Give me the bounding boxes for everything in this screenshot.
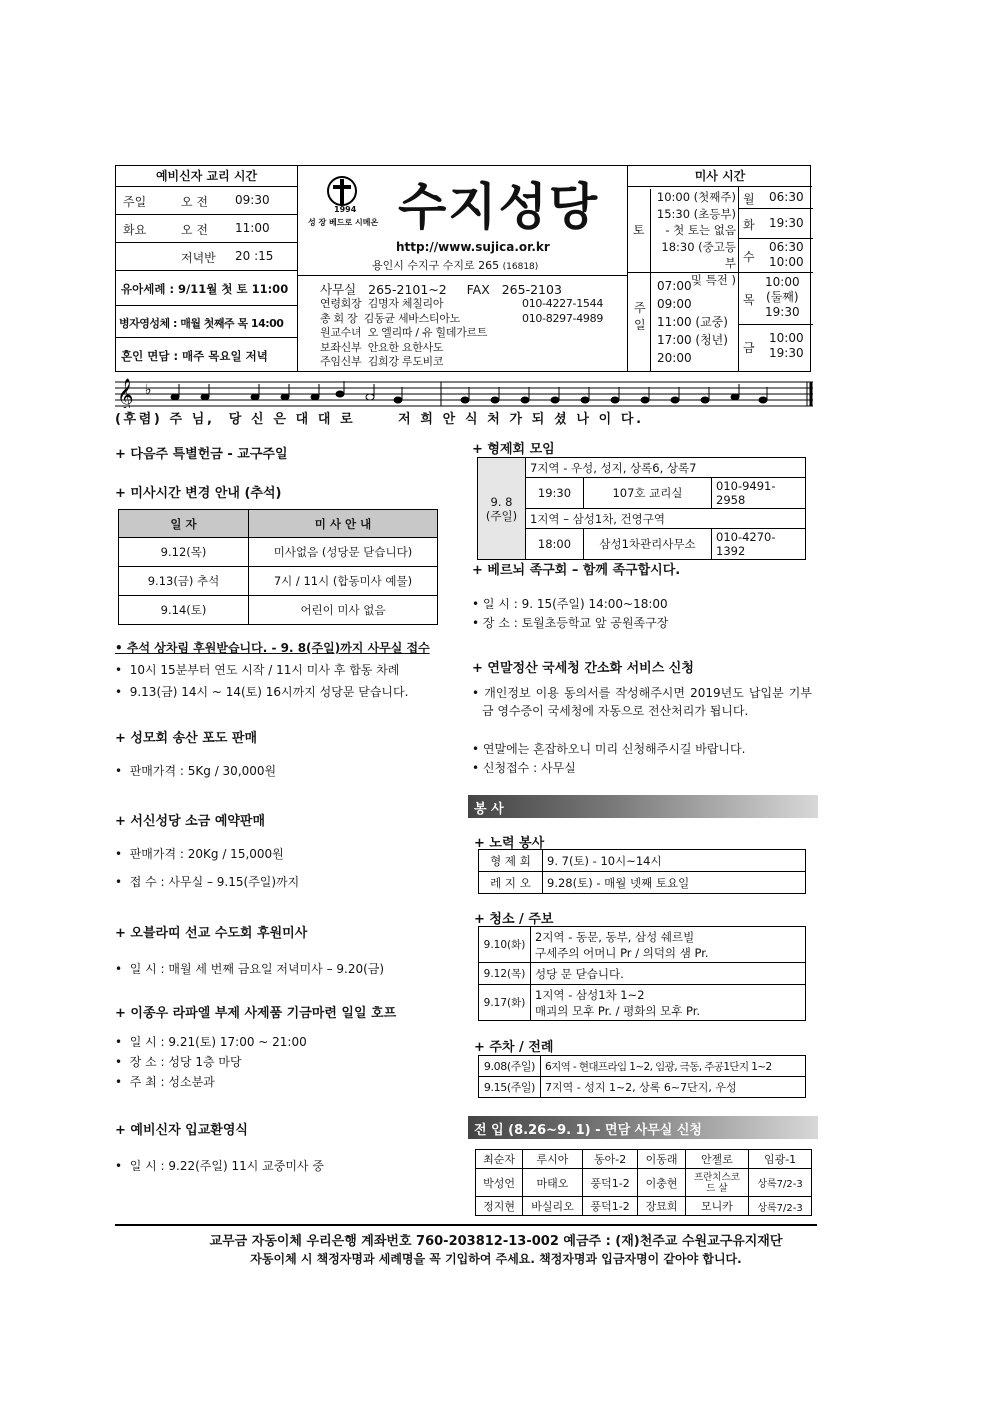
move-table — [475, 1149, 812, 1216]
table-row: 레 지 오 9.28(토) - 매월 넷째 토요일 — [479, 872, 806, 894]
divider — [628, 272, 738, 273]
table-row: 박성언 마태오 풍덕1-2 이충현 프란치스코 드 살 상록7/2-3 — [476, 1169, 812, 1197]
catechumen-panel — [115, 165, 298, 372]
marriage-consult: 혼인 면담 : 매주 목요일 저녁 — [121, 349, 268, 363]
table-row: 9.12(목) 성당 문 닫습니다. — [479, 963, 806, 985]
office-contact: 사무실 265-2101~2 FAX 265-2103 — [320, 282, 562, 297]
parking-table — [478, 1055, 806, 1098]
logo-year: 1994 — [334, 205, 357, 214]
table-row: 9.14(토) 어린이 미사 없음 — [119, 596, 438, 625]
svg-text:𝄞: 𝄞 — [117, 378, 134, 408]
move-bar: 전 입 (8.26~9. 1) - 면담 사무실 신청 — [468, 1116, 818, 1139]
sun-label: 주 일 — [634, 301, 646, 332]
list-item: • 일 시 : 매월 세 번째 금요일 저녁미사 – 9.20(금) — [115, 962, 385, 976]
divider — [115, 337, 298, 338]
welcome-title: + 예비신자 입교환영식 — [115, 1123, 248, 1138]
catechumen-title: 예비신자 교리 시간 — [115, 165, 298, 187]
divider — [298, 275, 627, 276]
table-row: 정지현 바실리오 풍덕1-2 장묘희 모니카 상록7/2-3 — [476, 1197, 812, 1216]
clean-table — [478, 926, 806, 1021]
parish-name: 수지성당 — [398, 178, 600, 236]
footer-account: 교무금 자동이체 우리은행 계좌번호 760-203812-13-002 예금주 : (재)천주교 수원교구유지재단 — [209, 1234, 783, 1249]
list-item: • 신청접수 : 사무실 — [472, 761, 576, 775]
tax-title: + 연말정산 국세청 간소화 서비스 신청 — [472, 661, 694, 676]
list-item: • 일 시 : 9. 15(주일) 14:00~18:00 — [472, 597, 668, 611]
list-item: • 장 소 : 토월초등학교 앞 공원족구장 — [472, 616, 669, 630]
footer-divider — [115, 1224, 817, 1226]
music-staff-icon — [115, 378, 813, 408]
mass-change-table: 일 자 미 사 안 내 9.12(목) 미사없음 (성당문 닫습니다) 9.13(금) 추석 7시 / 11시 (합동미사 예물) 9.14(토) 어린이 미사 없음 — [118, 509, 438, 625]
table-row: 최순자 루시아 동아-2 이동래 안젤로 임광-1 — [476, 1150, 812, 1169]
table-row: 9.15(주일) 7지역 - 성지 1~2, 상록 6~7단지, 우성 — [479, 1077, 806, 1098]
mass-panel — [627, 165, 811, 372]
sun-times: 07:00 09:00 11:00 (교중) 17:00 (청년) 20:00 — [650, 277, 738, 372]
brothers-title: + 형제회 모임 — [472, 442, 555, 457]
list-item: • 추석 상차림 후원받습니다. - 9. 8(주일)까지 사무실 접수 — [115, 641, 430, 655]
catechumen-row: 주일 오 전 09:30 — [115, 187, 298, 215]
list-item: • 10시 15분부터 연도 시작 / 11시 미사 후 합동 차례 — [115, 663, 400, 677]
divider — [115, 305, 298, 306]
parish-panel — [298, 165, 627, 372]
table-row: 18:00 삼성1차관리사무소 010-4270-1392 — [478, 529, 806, 560]
footer-note: 자동이체 시 책정자명과 세례명을 꼭 기입하여 주세요. 책정자명과 입금자명이 같아야 합니다. — [250, 1252, 742, 1266]
brothers-table — [477, 457, 806, 560]
parking-title: + 주차 / 전례 — [474, 1040, 554, 1055]
hymn-lyrics: (후렴) 주 님, 당 신 은 대 대 로 저 희 안 식 처 가 되 셨 나 이 다. — [115, 412, 644, 427]
table-row: 형 제 회 9. 7(토) - 10시~14시 — [479, 850, 806, 872]
weekday-grid: 월 06:30 화 19:30 수 06:30 10:00 목 10:00 (둘째) 19:30 금 10:00 19:30 — [738, 187, 812, 372]
parish-address: 용인시 수지구 수지로 265 (16818) — [372, 259, 539, 272]
list-item: • 일 시 : 9.21(토) 17:00 ~ 21:00 — [115, 1035, 307, 1049]
service-bar: 봉 사 — [468, 795, 818, 818]
table-row: 9.13(금) 추석 7시 / 11시 (합동미사 예물) — [119, 567, 438, 596]
table-row: 9. 8 (주일) 7지역 - 우성, 성지, 상록6, 상록7 — [478, 458, 806, 478]
list-item: • 주 최 : 성소분과 — [115, 1075, 215, 1089]
lee-title: + 이종우 라파엘 부제 사제품 기금마련 일일 호프 — [115, 1006, 397, 1021]
labor-title: + 노력 봉사 — [474, 836, 545, 851]
svg-text:♭: ♭ — [145, 382, 152, 398]
table-row: 19:30 107호 교리실 010-9491-2958 — [478, 478, 806, 509]
table-row: 9.10(화) 2지역 - 동문, 동부, 삼성 쉐르빌 구세주의 어머니 Pr / 의덕의 샘 Pr. — [479, 927, 806, 963]
list-item: • 장 소 : 성당 1층 마당 — [115, 1055, 242, 1069]
table-row: 1지역 – 삼성1차, 건영구역 — [478, 509, 806, 529]
salt-title: + 서신성당 소금 예약판매 — [115, 814, 266, 829]
catechumen-row: 저녁반 20 :15 — [115, 243, 298, 271]
table-row: 9.17(화) 1지역 - 삼성1차 1~2 매괴의 모후 Pr. / 평화의 모후 Pr. — [479, 985, 806, 1021]
staff-list: 연령회장 김명자 체칠리아 010-4227-1544 총 회 장 김동균 세바스티아노 010-8297-4989 원교수녀 오 엘리따 / 유 힐데가르트 보좌신부 안요한 요한사도 주임신부 김희강 루도비코 — [320, 297, 604, 368]
sat-label: 토 — [633, 223, 645, 237]
sick-communion: 병자영성체 : 매월 첫째주 목 14:00 — [119, 317, 284, 330]
list-item: • 개인정보 이용 동의서를 작성해주시면 2019년도 납입분 기부금 영수증이 국세청에 자동으로 전산처리가 됩니다. — [472, 686, 812, 718]
oblate-title: + 오블라띠 선교 수도회 후원미사 — [115, 926, 308, 941]
list-item: • 일 시 : 9.22(주일) 11시 교중미사 중 — [115, 1159, 324, 1173]
logo-caption: 성 장 베드로 시메온 — [308, 218, 379, 227]
mass-change-title: + 미사시간 변경 안내 (추석) — [115, 486, 282, 501]
list-item: • 판매가격 : 20Kg / 15,000원 — [115, 847, 284, 861]
clean-title: + 청소 / 주보 — [474, 912, 554, 927]
list-item: • 9.13(금) 14시 ~ 14(토) 16시까지 성당문 닫습니다. — [115, 685, 409, 699]
sat-times: 10:00 (첫째주) 15:30 (초등부) - 첫 토는 없음 18:30 (중고등부 및 특전 ) — [650, 189, 738, 288]
hymn-staff — [115, 378, 813, 408]
list-item: • 접 수 : 사무실 – 9.15(주일)까지 — [115, 875, 300, 889]
list-item: • 연말에는 혼잡하오니 미리 신청해주시길 바랍니다. — [472, 742, 746, 756]
labor-table — [478, 849, 806, 894]
table-row: 9.12(목) 미사없음 (성당문 닫습니다) — [119, 538, 438, 567]
infant-baptism: 유아세례 : 9/11월 첫 토 11:00 — [121, 282, 289, 296]
special-collection: + 다음주 특별헌금 - 교구주일 — [115, 447, 288, 462]
grape-title: + 성모회 송산 포도 판매 — [115, 731, 258, 746]
list-item: • 판매가격 : 5Kg / 30,000원 — [115, 764, 277, 778]
mass-title: 미사 시간 — [628, 165, 812, 187]
catechumen-row: 화요 오 전 11:00 — [115, 215, 298, 243]
parish-url[interactable]: http://www.sujica.or.kr — [396, 240, 550, 254]
table-row: 9.08(주일) 6지역 - 현대프라임 1~2, 임광, 극동, 주공1단지 1~2 — [479, 1056, 806, 1077]
foot-title: + 베르뇌 족구회 – 함께 족구합시다. — [472, 563, 681, 578]
